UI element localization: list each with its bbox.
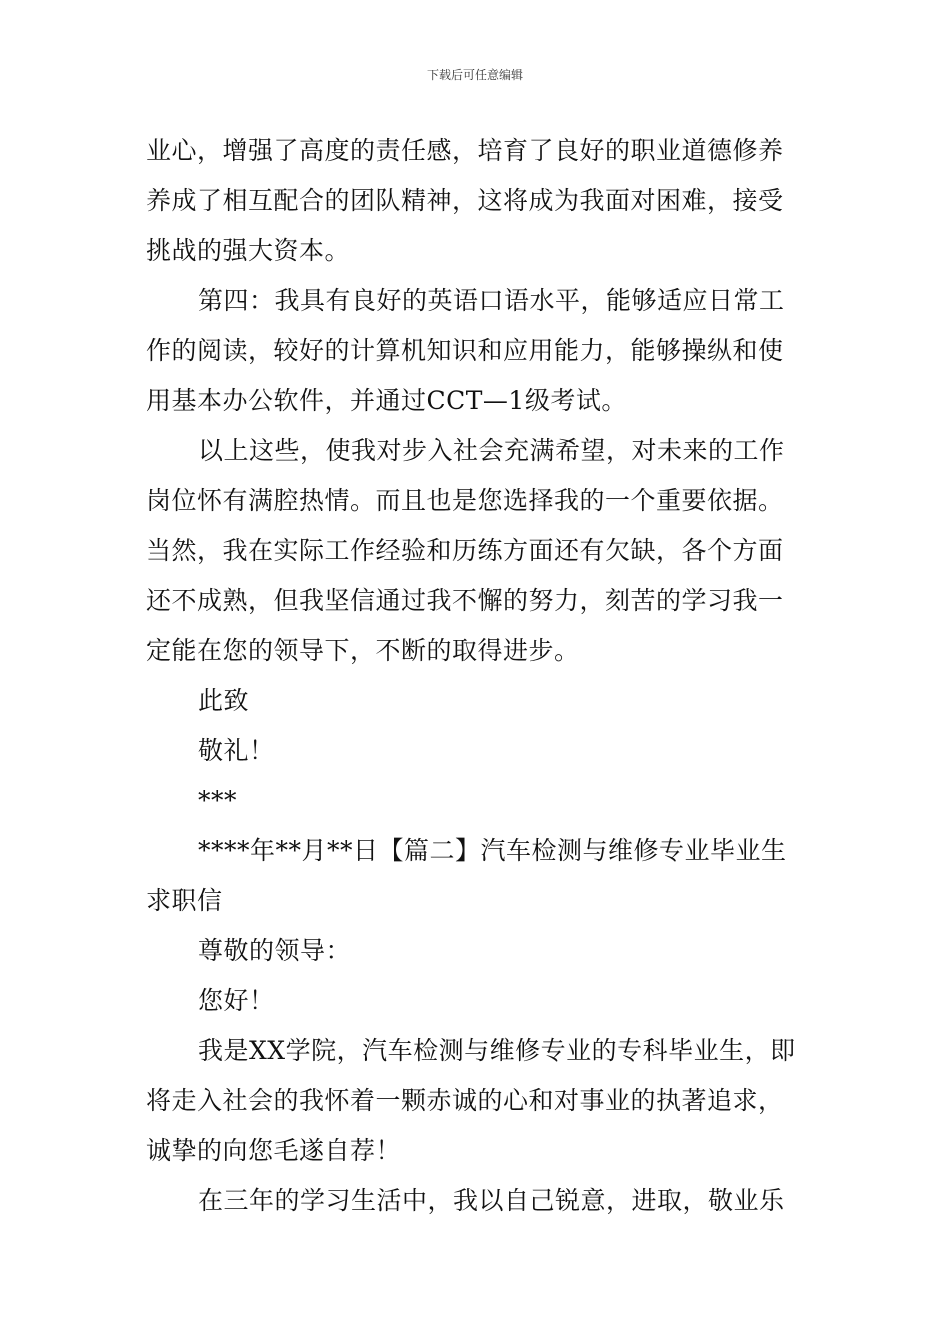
- text-line: 第四：我具有良好的英语口语水平，能够适应日常工: [198, 286, 785, 315]
- text-line: 我是XX学院，汽车检测与维修专业的专科毕业生，即: [198, 1036, 796, 1065]
- text-line: 将走入社会的我怀着一颗赤诚的心和对事业的执著追求，: [146, 1086, 784, 1115]
- text-line: 挑战的强大资本。: [146, 236, 351, 265]
- text-line: 作的阅读，较好的计算机知识和应用能力，能够操纵和使: [146, 336, 784, 365]
- closing-regards: 敬礼！: [198, 736, 275, 765]
- text-line: 在三年的学习生活中，我以自己锐意，进取，敬业乐: [198, 1186, 785, 1215]
- signature-name: ***: [198, 786, 237, 815]
- text-line: 当然，我在实际工作经验和历练方面还有欠缺，各个方面: [146, 536, 784, 565]
- section-title-continued: 求职信: [146, 886, 223, 915]
- greeting: 尊敬的领导：: [198, 936, 352, 965]
- page-header: 下载后可任意编辑: [426, 68, 523, 82]
- text-line: 养成了相互配合的团队精神，这将成为我面对困难，接受: [146, 186, 784, 215]
- text-line: 定能在您的领导下，不断的取得进步。: [146, 636, 580, 665]
- text-line: 还不成熟，但我坚信通过我不懈的努力，刻苦的学习我一: [146, 586, 784, 615]
- date-and-section-title: ****年**月**日【篇二】汽车检测与维修专业毕业生: [198, 836, 787, 865]
- text-line: 诚挚的向您毛遂自荐！: [146, 1136, 402, 1165]
- closing-salutation: 此致: [198, 686, 250, 715]
- document-body: [146, 126, 808, 1226]
- text-line: 以上这些，使我对步入社会充满希望，对未来的工作: [198, 436, 785, 465]
- text-line: 岗位怀有满腔热情。而且也是您选择我的一个重要依据。: [146, 486, 784, 515]
- greeting-hello: 您好！: [198, 986, 275, 1015]
- text-line: 用基本办公软件，并通过CCT—1级考试。: [146, 386, 627, 415]
- text-line: 业心，增强了高度的责任感，培育了良好的职业道德修养: [146, 136, 784, 165]
